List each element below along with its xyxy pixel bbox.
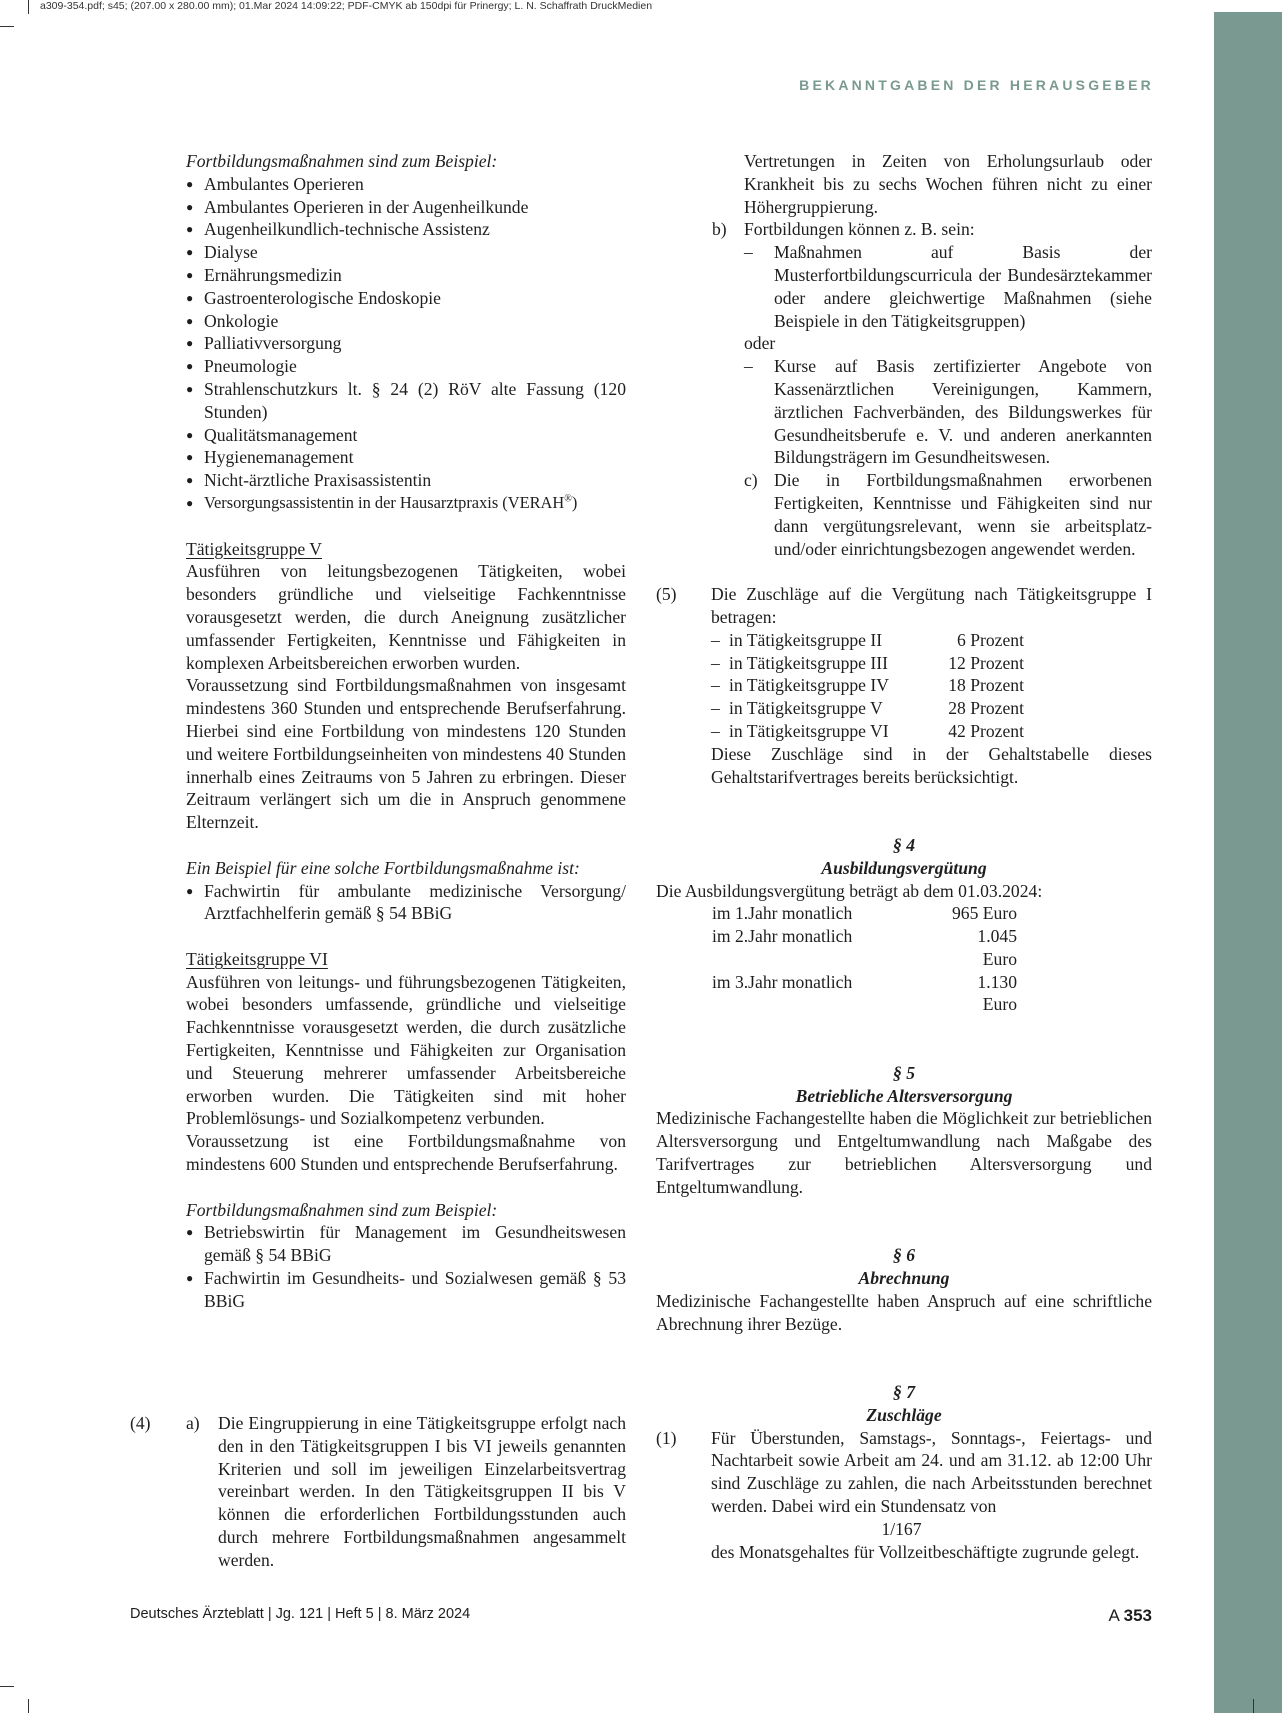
item-c [744,469,1152,560]
dash: – [711,652,720,673]
tg5-title: Tätigkeitsgruppe V [186,538,322,559]
list-item: ● Onkologie [186,310,626,333]
item-c-text: Die in Fortbildungsmaßnahmen erworbenen Fertigkeiten, Kenntnisse und Fähigkeiten sind nur dann vergütungsrelevant, wenn sie arbeitsplatz- und/oder einrichtungsbezogen angewendet werden. [774,470,1152,559]
page-number-value: 353 [1123,1606,1152,1625]
registered-mark: ® [564,493,572,505]
section-6-title: Abrechnung [858,1268,950,1289]
row-value: 6 Prozent [957,629,1024,650]
paragraph-5-text: Die Zuschläge auf die Vergütung nach Tätigkeitsgruppe I betragen: [711,584,1152,627]
list-item: ● Augenheilkundlich-technische Assistenz [186,218,626,241]
row-value: 965 Euro [952,903,1017,924]
paragraph-4a-text: Die Eingruppierung in eine Tätigkeitsgruppe erfolgt nach den in den Tätigkeitsgruppen I bis VI jeweils genannten Kriterien und soll im jeweiligen Einzelarbeitsvertrag vereinbart werden. In den Tätigkeitsgruppen II bis V können die erforderlichen Fortbildungsstunden auch durch mehrere Fortbildungsmaßnahmen angesammelt werden. [218,1413,626,1570]
list-item: ● Ambulantes Operieren in der Augenheilkunde [186,196,626,219]
table-row [711,629,1152,652]
row-label: in Tätigkeitsgruppe II [729,629,883,650]
row-label: in Tätigkeitsgruppe VI [729,720,889,741]
footer-citation: Deutsches Ärzteblatt | Jg. 121 | Heft 5 | 8. März 2024 [130,1606,471,1622]
print-info: a309-354.pdf; s45; (207.00 x 280.00 mm); 01.Mar 2024 14:09:22; PDF-CMYK ab 150dpi für Prinergy; L. N. Schaffrath DruckMedien [40,0,653,12]
list-item: ● Pneumologie [186,355,626,378]
page-prefix: A [1108,1606,1119,1625]
table-row [711,674,1152,697]
verah-text: Versorgungsassistentin in der Hausarztpraxis (VERAH [204,492,565,512]
dash: – [744,356,753,377]
surcharge-table [711,629,1152,743]
section-4-number: § 4 [893,834,915,855]
continuation-text: Vertretungen in Zeiten von Erholungsurlaub oder Krankheit bis zu sechs Wochen führen nicht zu einer Höhergruppierung. [744,151,1152,217]
left-column [186,150,626,1313]
row-value: 28 Prozent [948,698,1024,719]
list-item: ● Ambulantes Operieren [186,173,626,196]
tg6-requirement: Voraussetzung ist eine Fortbildungsmaßnahme von mindestens 600 Stunden und entsprechende Berufserfahrung. [186,1131,626,1175]
table-row [711,720,1152,743]
section-4-title: Ausbildungsvergütung [821,857,987,878]
dash: – [711,629,720,650]
section-6-text: Medizinische Fachangestellte haben Anspruch auf eine schriftliche Abrechnung ihrer Bezüge. [656,1290,1152,1334]
list-item: ● Hygienemanagement [186,446,626,469]
side-color-bar [1214,12,1282,1713]
crop-mark-bottom-right [1253,1699,1254,1713]
table-row [656,902,1152,925]
row-value: 42 Prozent [948,720,1024,741]
table-row [711,652,1152,675]
row-label: im 1.Jahr monatlich [712,903,853,924]
section-7-p1-text: Für Überstunden, Samstags-, Sonntags-, Feiertags- und Nachtarbeit sowie Arbeit am 24. und am 31.12. ab 12:00 Uhr sind Zuschläge zu zahlen, die nach Arbeitsstunden berechnet werden. Dabei wird ein Stundensatz von [711,1427,1152,1517]
table-row [656,925,1152,971]
section-6-number: § 6 [893,1245,915,1266]
item-b-label: b) [712,219,727,240]
section-7-title: Zuschläge [866,1404,942,1425]
item-b-dash-1 [744,241,1152,332]
dash-text: Kurse auf Basis zertifizierter Angebote von Kassenärztlichen Vereinigungen, Kammern, ärztlichen Fachverbänden, des Bildungswerkes für Gesundheitsberufe e. V. und anderen anerkannten Bildungsträgern im Gesundheitswesen. [774,356,1152,468]
section-7-paragraph-1 [656,1427,1152,1564]
hourly-rate-fraction: 1/167 [881,1518,922,1539]
tg5-text: Ausführen von leitungsbezogenen Tätigkeiten, wobei besonders gründliche und vielseitige Fachkenntnisse vorausgesetzt werden, die durch Aneignung zusätzlicher umfassender Fertigkeiten, Kenntnisse und Fähigkeiten in komplexen Arbeitsbereichen erworben wurden. [186,561,626,673]
row-value: 18 Prozent [948,675,1024,696]
dash: – [711,698,720,719]
example-heading: Ein Beispiel für eine solche Fortbildungsmaßnahme ist: [186,857,580,878]
fortbildung-heading: Fortbildungsmaßnahmen sind zum Beispiel: [186,151,498,171]
list-item: ● Fachwirtin für ambulante medizinische Versorgung/ Arztfachhelferin gemäß § 54 BBiG [186,880,626,926]
paragraph-4-label: (4) [130,1413,151,1433]
crop-mark-bottom-left-h [0,1686,14,1687]
list-item: ● Dialyse [186,241,626,264]
row-label: in Tätigkeitsgruppe IV [729,675,889,696]
crop-mark-top-left [28,0,29,14]
list-item: ● Palliativversorgung [186,332,626,355]
section-4-text: Die Ausbildungsvergütung beträgt ab dem 01.03.2024: [656,880,1043,901]
page-number [1108,1606,1152,1626]
tg6-title: Tätigkeitsgruppe VI [186,948,328,969]
right-column [656,150,1152,1563]
section-7-p1-label: (1) [656,1427,677,1448]
paragraph-4a-label: a) [186,1413,200,1433]
section-7-number: § 7 [893,1382,915,1403]
table-row [656,971,1152,1017]
list-item: ● Gastroenterologische Endoskopie [186,287,626,310]
verah-text-end: ) [571,492,578,512]
list-item: ● Strahlenschutzkurs lt. § 24 (2) RöV alte Fassung (120 Stunden) [186,378,626,424]
dash-text: Maßnahmen auf Basis der Musterfortbildungscurricula der Bundesärztekammer oder andere gleichwertige Maßnahmen (siehe Beispiele in den Tätigkeitsgruppen) [774,242,1152,331]
list-item: ● Nicht-ärztliche Praxisassistentin [186,469,626,492]
section-5-number: § 5 [893,1062,915,1083]
dash: – [744,242,753,263]
paragraph-5-note: Diese Zuschläge sind in der Gehaltstabelle dieses Gehaltstarifvertrages bereits berücksichtigt. [711,743,1152,787]
training-pay-table [656,902,1152,1016]
section-5-text: Medizinische Fachangestellte haben die Möglichkeit zur betrieblichen Altersversorgung und Entgeltumwandlung nach Maßgabe des Tarifvertrages zur betrieblichen Altersversorgung und Entgeltumwandlung. [656,1108,1152,1197]
crop-mark-left [0,26,14,27]
list-item [186,492,626,515]
row-value: 1.130 Euro [977,971,1017,1015]
paragraph-4 [130,1412,626,1572]
fortbildung-heading-2: Fortbildungsmaßnahmen sind zum Beispiel: [186,1199,498,1220]
row-label: im 2.Jahr monatlich [712,926,853,947]
table-row [711,697,1152,720]
list-item: ● Fachwirtin im Gesundheits- und Sozialwesen gemäß § 53 BBiG [186,1267,626,1313]
tg6-text: Ausführen von leitungs- und führungsbezogenen Tätigkeiten, wobei besonders umfassende, gründliche und vielseitige Fachkenntnisse vorausgesetzt werden, die durch zusätzliche Fertigkeiten, Kenntnisse und Fähigkeiten zur Organisation und Steuerung mehrerer umfassender Arbeitsbereiche erworben wurden. Die Tätigkeiten sind mit hoher Problemlösungs- und Sozialkompetenz verbunden. [186,971,626,1129]
tg5-requirement: Voraussetzung sind Fortbildungsmaßnahmen von insgesamt mindestens 360 Stunden und entsprechende Berufserfahrung. Hierbei sind eine Fortbildung von mindestens 120 Stunden und weitere Fortbildungseinheiten von mindestens 40 Stunden innerhalb eines Zeitraums von 5 Jahren zu erbringen. Dieser Zeitraum verlängert sich um die in Anspruch genommene Elternzeit. [186,675,626,833]
item-c-label: c) [744,470,758,491]
row-value: 12 Prozent [948,652,1024,673]
row-label: im 3.Jahr monatlich [712,971,853,992]
item-b-oder: oder [744,333,776,354]
item-b-text: Fortbildungen können z. B. sein: [744,219,975,240]
list-item: ● Betriebswirtin für Management im Gesundheitswesen gemäß § 54 BBiG [186,1221,626,1267]
list-item: ● Ernährungsmedizin [186,264,626,287]
section-5-title: Betriebliche Altersversorgung [795,1085,1013,1106]
row-label: in Tätigkeitsgruppe V [729,698,883,719]
dash: – [711,720,720,741]
row-value: 1.045 Euro [977,926,1017,969]
row-label: in Tätigkeitsgruppe III [729,652,888,673]
list-item: ● Qualitätsmanagement [186,424,626,447]
crop-mark-bottom-left [28,1699,29,1713]
section-7-p1-end: des Monatsgehaltes für Vollzeitbeschäftigte zugrunde gelegt. [711,1541,1140,1562]
dash: – [711,675,720,696]
fortbildung-list [186,173,626,515]
paragraph-5-label: (5) [656,584,677,605]
item-b-dash-2 [744,355,1152,469]
paragraph-5 [656,583,1152,788]
section-header: BEKANNTGABEN DER HERAUSGEBER [799,77,1154,93]
